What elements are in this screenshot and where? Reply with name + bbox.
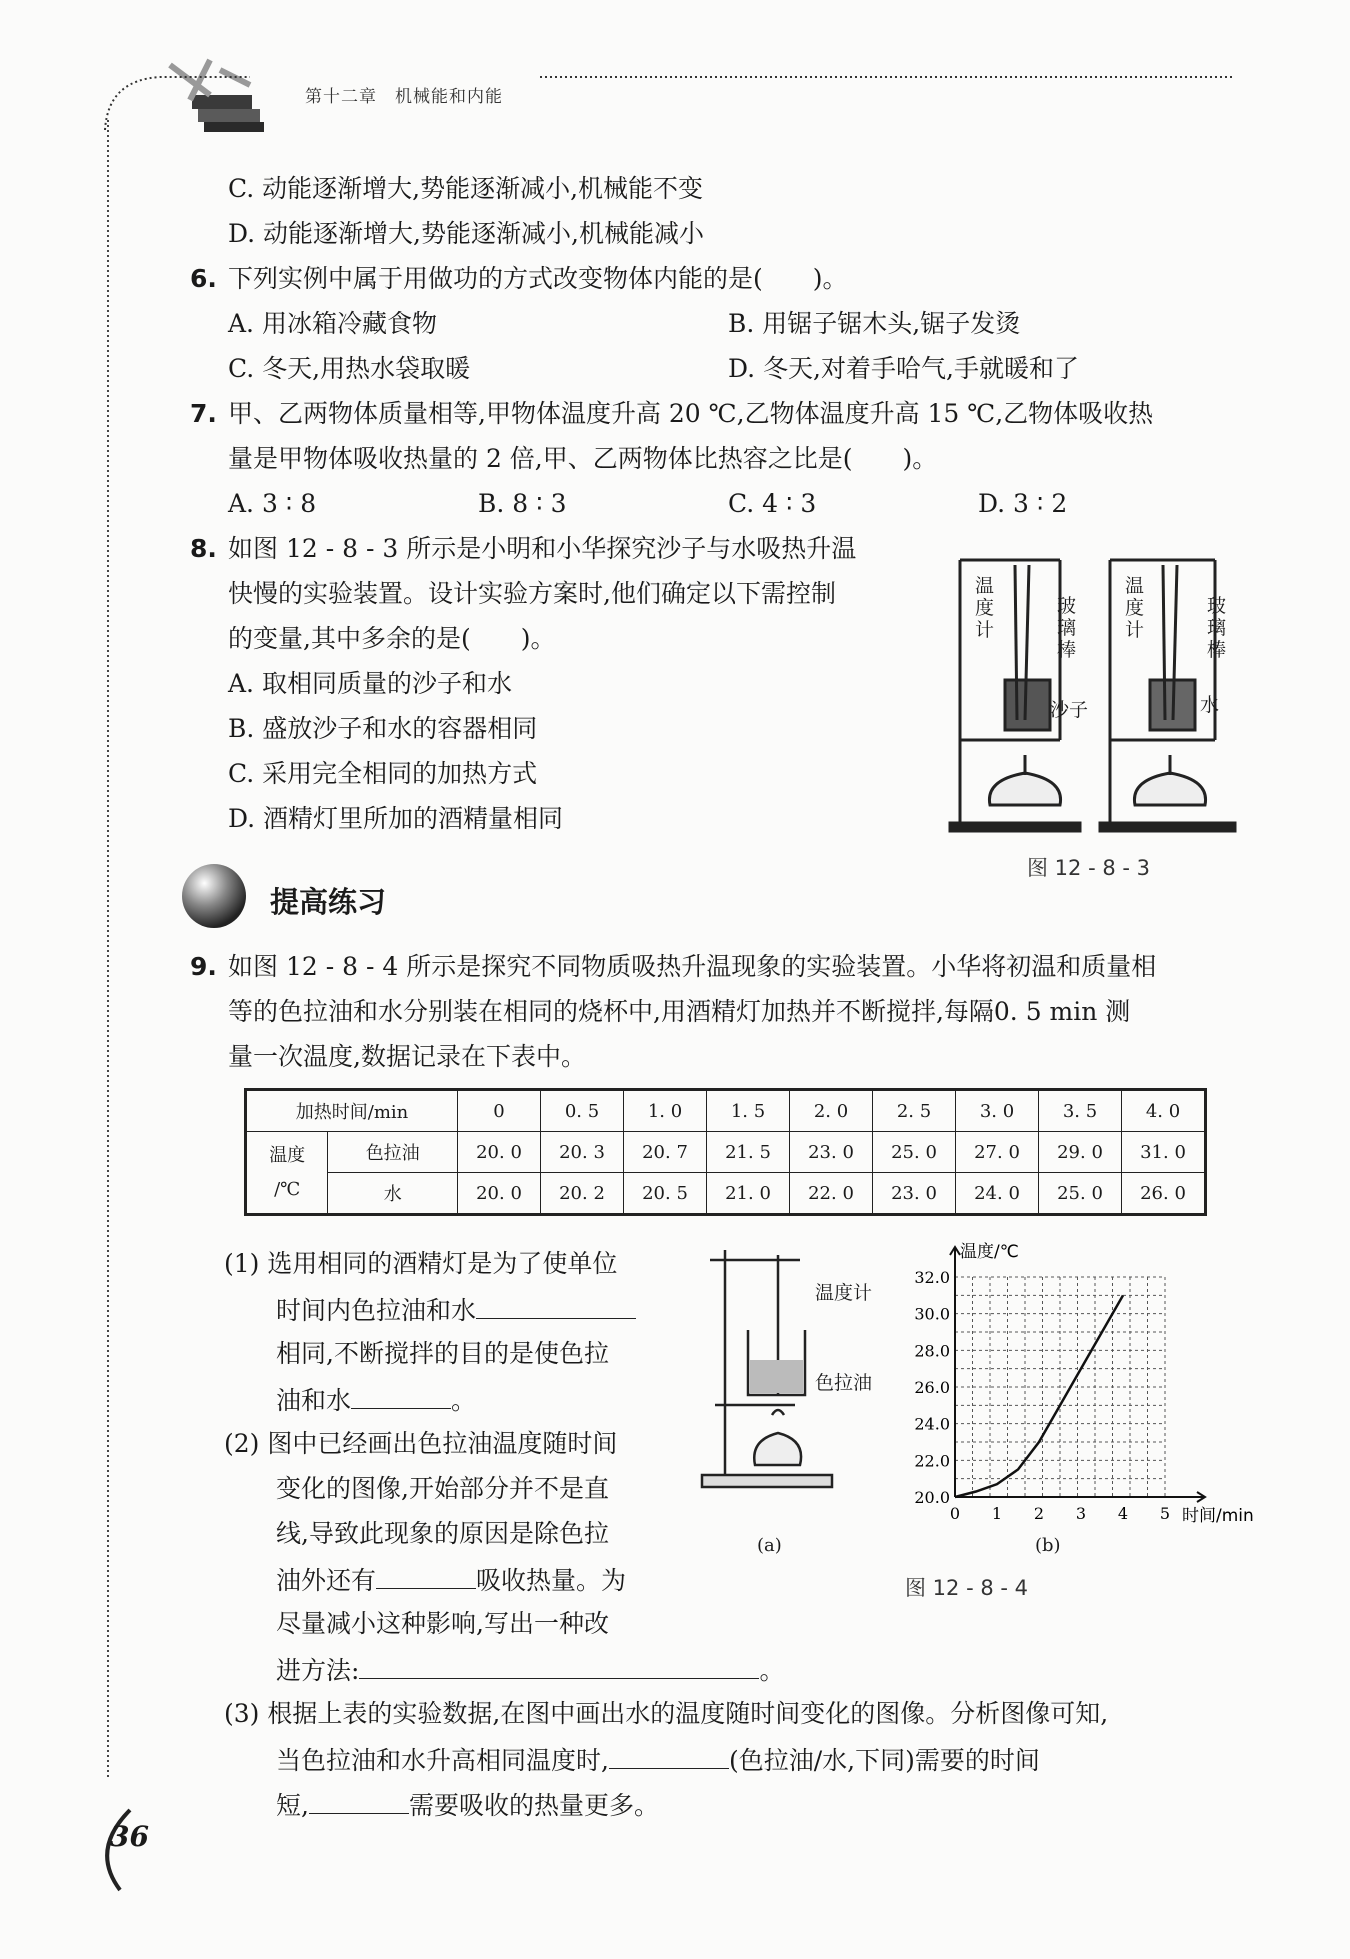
table-cell: 20. 2: [541, 1173, 624, 1215]
q9-sub1-line4: [276, 1382, 476, 1418]
q9-stem-2: 等的色拉油和水分别装在相同的烧杯中,用酒精灯加热并不断搅拌,每隔0. 5 min 测: [228, 997, 1131, 1026]
table-cell: 0: [458, 1090, 541, 1132]
q9-sub3-blank-2[interactable]: [309, 1787, 409, 1814]
q9-sub2-line4: [276, 1562, 626, 1598]
figure-b-label: (b): [1035, 1535, 1061, 1556]
table-cell: 26. 0: [1122, 1173, 1206, 1215]
q9-sub3-line1: (3) 根据上表的实验数据,在图中画出水的温度随时间变化的图像。分析图像可知,: [224, 1699, 1109, 1728]
q6-option-a: A. 用冰箱冷藏食物: [228, 309, 437, 338]
q9-sub1-line2: [276, 1292, 636, 1328]
q9-sub3-blank-1[interactable]: [609, 1742, 729, 1769]
q7-stem-2: 量是甲物体吸收热量的 2 倍,甲、乙两物体比热容之比是( )。: [228, 444, 938, 473]
q9-number: 9.: [190, 952, 217, 981]
q9-sub3-text: 需要吸收的热量更多。: [408, 1791, 659, 1820]
table-row: [246, 1132, 1206, 1173]
x-tick-label: 4: [1117, 1504, 1129, 1523]
q6-option-b: B. 用锯子锯木头,锯子发烫: [728, 309, 1021, 338]
table-cell: 20. 5: [624, 1173, 707, 1215]
q9-sub2-blank-1[interactable]: [376, 1562, 476, 1589]
table-cell: 4. 0: [1122, 1090, 1206, 1132]
table-row-name: 水: [328, 1173, 458, 1215]
y-tick-label: 28.0: [914, 1341, 950, 1361]
q6-option-d: D. 冬天,对着手哈气,手就暖和了: [728, 354, 1079, 383]
q9-stem-1: 如图 12 - 8 - 4 所示是探究不同物质吸热升温现象的实验装置。小华将初温和质量相: [228, 952, 1157, 981]
q9-sub1-line3: 相同,不断搅拌的目的是使色拉: [276, 1339, 609, 1368]
y-tick-label: 26.0: [914, 1378, 950, 1397]
q8-option-a: A. 取相同质量的沙子和水: [228, 669, 512, 698]
x-axis: [955, 1492, 1205, 1502]
q9-stem-3: 量一次温度,数据记录在下表中。: [228, 1042, 586, 1071]
q9-sub1-line1: (1) 选用相同的酒精灯是为了使单位: [224, 1249, 618, 1278]
y-axis: [950, 1247, 960, 1497]
q9-sub2-line2: 变化的图像,开始部分并不是直: [276, 1474, 609, 1503]
table-row: [246, 1173, 1206, 1215]
label-thermometer-right: 温度计: [1125, 575, 1145, 641]
x-tick-label: 0: [949, 1504, 961, 1523]
sphere-icon: [178, 860, 250, 932]
table-cell: 20. 0: [458, 1173, 541, 1215]
figure-12-8-3-caption: 图 12 - 8 - 3: [1027, 856, 1150, 880]
y-tick-label: 20.0: [914, 1488, 950, 1507]
q9-sub1-text: 时间内色拉油和水: [276, 1296, 477, 1325]
label-oil: 色拉油: [815, 1372, 873, 1394]
label-rod-right: 玻璃棒: [1207, 595, 1227, 661]
q7-number: 7.: [190, 399, 217, 428]
x-tick-label: 3: [1075, 1504, 1087, 1523]
q9-sub2-text: 。: [759, 1656, 785, 1685]
q9-sub3-text: (色拉油/水,下同)需要的时间: [728, 1746, 1040, 1775]
x-tick-label: 2: [1033, 1504, 1045, 1523]
q9-sub2-line1: (2) 图中已经画出色拉油温度随时间: [224, 1429, 618, 1458]
temp-label-2: /℃: [274, 1178, 301, 1200]
q8-option-b: B. 盛放沙子和水的容器相同: [228, 714, 538, 743]
table-cell: 23. 0: [873, 1173, 956, 1215]
q9-sub2-blank-2[interactable]: [359, 1652, 759, 1679]
table-cell: 2. 5: [873, 1090, 956, 1132]
table-header-label: 加热时间/min: [246, 1090, 458, 1132]
label-thermometer: 温度计: [815, 1282, 873, 1304]
table-cell: 20. 3: [541, 1132, 624, 1173]
margin-decoration: [90, 120, 170, 1920]
label-thermometer-left: 温度计: [975, 575, 995, 641]
label-sand: 沙子: [1050, 699, 1089, 721]
q9-sub2-text: 进方法:: [276, 1656, 360, 1685]
table-cell: 29. 0: [1039, 1132, 1122, 1173]
table-cell: 25. 0: [873, 1132, 956, 1173]
q8-option-d: D. 酒精灯里所加的酒精量相同: [228, 804, 564, 833]
chart-ticks: [914, 1268, 1170, 1523]
x-tick-label: 5: [1159, 1504, 1171, 1523]
q9-sub1-text: 油和水: [276, 1386, 352, 1415]
book-stack-icon: [170, 60, 264, 132]
label-water: 水: [1200, 694, 1220, 716]
table-cell: 20. 7: [624, 1132, 707, 1173]
figure-12-8-4-caption: 图 12 - 8 - 4: [905, 1576, 1028, 1600]
data-table: [244, 1088, 1207, 1216]
q8-stem-3: 的变量,其中多余的是( )。: [228, 624, 556, 653]
table-cell: 1. 5: [707, 1090, 790, 1132]
q5-option-c: C. 动能逐渐增大,势能逐渐减小,机械能不变: [228, 174, 704, 203]
q6-option-c: C. 冬天,用热水袋取暖: [228, 354, 471, 383]
table-cell: 3. 0: [956, 1090, 1039, 1132]
q8-stem-1: 如图 12 - 8 - 3 所示是小明和小华探究沙子与水吸热升温: [228, 534, 857, 563]
y-tick-label: 22.0: [914, 1451, 950, 1471]
temperature-chart: [895, 1235, 1254, 1535]
q9-sub1-text: 。: [451, 1386, 477, 1415]
q9-sub1-blank-2[interactable]: [351, 1382, 451, 1409]
table-cell: 27. 0: [956, 1132, 1039, 1173]
q9-sub1-blank-1[interactable]: [476, 1292, 636, 1319]
table-cell: 0. 5: [541, 1090, 624, 1132]
table-cell: 22. 0: [790, 1173, 873, 1215]
oil-temperature-line: [955, 1295, 1123, 1497]
temp-label-1: 温度: [269, 1144, 306, 1166]
table-cell: 21. 5: [707, 1132, 790, 1173]
q7-option-b: B. 8 ∶ 3: [478, 489, 567, 518]
q8-stem-2: 快慢的实验装置。设计实验方案时,他们确定以下需控制: [228, 579, 836, 608]
y-tick-label: 32.0: [914, 1268, 950, 1287]
chart-grid: [955, 1277, 1165, 1497]
table-cell: 31. 0: [1122, 1132, 1206, 1173]
q9-sub2-text: 吸收热量。为: [476, 1566, 627, 1595]
q9-sub2-line5: 尽量减小这种影响,写出一种改: [276, 1609, 609, 1638]
table-cell: 24. 0: [956, 1173, 1039, 1215]
table-temp-label: [246, 1132, 328, 1215]
label-rod-left: 玻璃棒: [1057, 595, 1077, 661]
q7-option-a: A. 3 ∶ 8: [228, 489, 317, 518]
table-row: [246, 1090, 1206, 1132]
chart-ylabel: 温度/℃: [960, 1242, 1019, 1262]
table-cell: 21. 0: [707, 1173, 790, 1215]
figure-12-8-3: [945, 545, 1245, 845]
q9-sub3-text: 短,: [276, 1791, 309, 1820]
q9-sub2-text: 油外还有: [276, 1566, 377, 1595]
y-tick-label: 24.0: [914, 1414, 950, 1434]
q7-option-d: D. 3 ∶ 2: [978, 489, 1068, 518]
x-tick-label: 1: [991, 1504, 1003, 1523]
q9-sub3-text: 当色拉油和水升高相同温度时,: [276, 1746, 609, 1775]
q9-sub2-line6: [276, 1652, 784, 1688]
y-tick-label: 30.0: [914, 1304, 950, 1324]
q9-sub2-line3: 线,导致此现象的原因是除色拉: [276, 1519, 609, 1548]
table-row-name: 色拉油: [328, 1132, 458, 1173]
q5-option-d: D. 动能逐渐增大,势能逐渐减小,机械能减小: [228, 219, 704, 248]
q8-option-c: C. 采用完全相同的加热方式: [228, 759, 538, 788]
table-cell: 20. 0: [458, 1132, 541, 1173]
chart-xlabel: 时间/min: [1182, 1506, 1254, 1526]
figure-a-label: (a): [757, 1535, 782, 1556]
q6-stem: 下列实例中属于用做功的方式改变物体内能的是( )。: [228, 264, 848, 293]
table-cell: 1. 0: [624, 1090, 707, 1132]
table-cell: 25. 0: [1039, 1173, 1122, 1215]
q9-sub3-line3: [276, 1787, 659, 1823]
page-number: 36: [110, 1820, 149, 1853]
section-title: 提高练习: [270, 885, 387, 919]
q8-number: 8.: [190, 534, 217, 563]
q7-option-c: C. 4 ∶ 3: [728, 489, 817, 518]
table-cell: 23. 0: [790, 1132, 873, 1173]
table-cell: 2. 0: [790, 1090, 873, 1132]
q6-number: 6.: [190, 264, 217, 293]
chapter-title: 第十二章 机械能和内能: [305, 87, 503, 107]
q9-sub3-line2: [276, 1742, 1040, 1778]
header-decoration: [100, 55, 1240, 135]
table-cell: 3. 5: [1039, 1090, 1122, 1132]
q7-stem-1: 甲、乙两物体质量相等,甲物体温度升高 20 ℃,乙物体温度升高 15 ℃,乙物体吸收热: [228, 399, 1154, 428]
